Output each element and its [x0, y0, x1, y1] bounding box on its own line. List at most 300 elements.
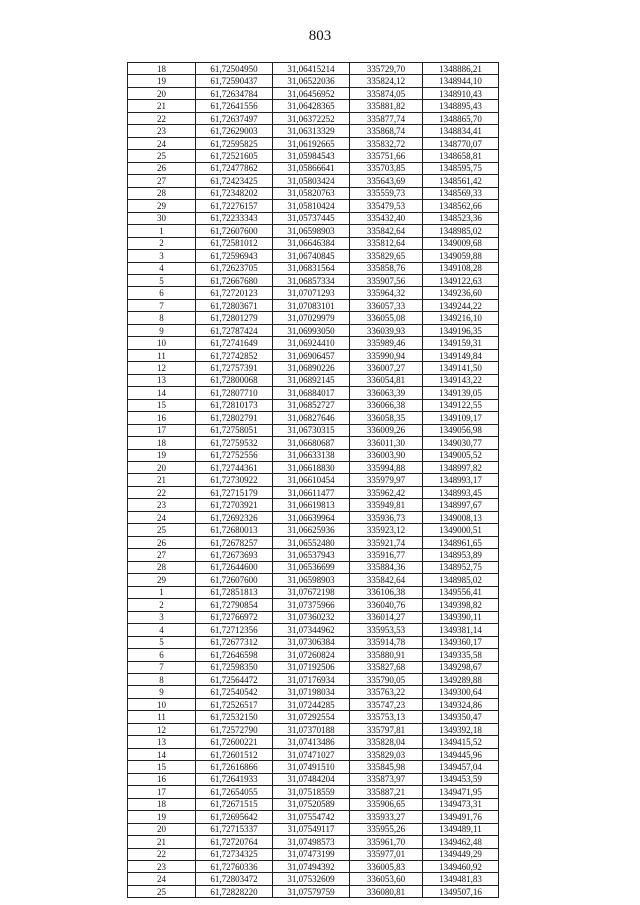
table-row — [128, 836, 499, 848]
latitude-cell: 61,72641556 — [196, 100, 273, 112]
table-row — [128, 611, 499, 623]
latitude-cell: 61,72595825 — [196, 137, 273, 149]
longitude-cell: 31,06598903 — [273, 574, 350, 586]
y-coordinate-cell: 1349008,13 — [423, 511, 499, 523]
x-coordinate-cell: 335845,98 — [350, 761, 423, 773]
point-number-cell: 20 — [128, 462, 196, 474]
latitude-cell: 61,72742852 — [196, 349, 273, 361]
longitude-cell: 31,07532609 — [273, 873, 350, 885]
y-coordinate-cell: 1348561,42 — [423, 175, 499, 187]
x-coordinate-cell: 335703,85 — [350, 162, 423, 174]
y-coordinate-cell: 1349449,29 — [423, 848, 499, 860]
latitude-cell: 61,72526517 — [196, 698, 273, 710]
table-row — [128, 374, 499, 386]
x-coordinate-cell: 335643,69 — [350, 175, 423, 187]
x-coordinate-cell: 335790,05 — [350, 673, 423, 685]
point-number-cell: 9 — [128, 686, 196, 698]
x-coordinate-cell: 335962,42 — [350, 486, 423, 498]
point-number-cell: 23 — [128, 125, 196, 137]
latitude-cell: 61,72678257 — [196, 536, 273, 548]
y-coordinate-cell: 1349143,22 — [423, 374, 499, 386]
latitude-cell: 61,72720764 — [196, 836, 273, 848]
y-coordinate-cell: 1349149,84 — [423, 349, 499, 361]
latitude-cell: 61,72766972 — [196, 611, 273, 623]
y-coordinate-cell: 1349390,11 — [423, 611, 499, 623]
y-coordinate-cell: 1349122,63 — [423, 274, 499, 286]
longitude-cell: 31,07579759 — [273, 885, 350, 897]
x-coordinate-cell: 335921,74 — [350, 536, 423, 548]
table-row — [128, 723, 499, 735]
y-coordinate-cell: 1348658,81 — [423, 150, 499, 162]
table-row — [128, 636, 499, 648]
y-coordinate-cell: 1349473,31 — [423, 798, 499, 810]
x-coordinate-cell: 335881,82 — [350, 100, 423, 112]
point-number-cell: 21 — [128, 474, 196, 486]
table-row — [128, 162, 499, 174]
x-coordinate-cell: 335874,05 — [350, 87, 423, 99]
x-coordinate-cell: 336011,30 — [350, 437, 423, 449]
y-coordinate-cell: 1349289,88 — [423, 673, 499, 685]
x-coordinate-cell: 336080,81 — [350, 885, 423, 897]
x-coordinate-cell: 335747,23 — [350, 698, 423, 710]
latitude-cell: 61,72720123 — [196, 287, 273, 299]
longitude-cell: 31,07375966 — [273, 599, 350, 611]
latitude-cell: 61,72803472 — [196, 873, 273, 885]
y-coordinate-cell: 1349445,96 — [423, 748, 499, 760]
point-number-cell: 22 — [128, 112, 196, 124]
table-row — [128, 75, 499, 87]
x-coordinate-cell: 335916,77 — [350, 549, 423, 561]
longitude-cell: 31,07260824 — [273, 649, 350, 661]
table-row — [128, 748, 499, 760]
y-coordinate-cell: 1348910,43 — [423, 87, 499, 99]
table-row — [128, 811, 499, 823]
point-number-cell: 10 — [128, 698, 196, 710]
y-coordinate-cell: 1348834,41 — [423, 125, 499, 137]
latitude-cell: 61,72730922 — [196, 474, 273, 486]
point-number-cell: 8 — [128, 673, 196, 685]
point-number-cell: 29 — [128, 574, 196, 586]
latitude-cell: 61,72596943 — [196, 250, 273, 262]
latitude-cell: 61,72616866 — [196, 761, 273, 773]
x-coordinate-cell: 335949,81 — [350, 499, 423, 511]
point-number-cell: 23 — [128, 861, 196, 873]
table-row — [128, 885, 499, 897]
y-coordinate-cell: 1348952,75 — [423, 561, 499, 573]
longitude-cell: 31,06730315 — [273, 424, 350, 436]
y-coordinate-cell: 1349489,11 — [423, 823, 499, 835]
x-coordinate-cell: 335828,04 — [350, 736, 423, 748]
x-coordinate-cell: 335887,21 — [350, 786, 423, 798]
latitude-cell: 61,72695642 — [196, 811, 273, 823]
y-coordinate-cell: 1349491,76 — [423, 811, 499, 823]
y-coordinate-cell: 1348865,70 — [423, 112, 499, 124]
point-number-cell: 19 — [128, 811, 196, 823]
latitude-cell: 61,72692326 — [196, 511, 273, 523]
x-coordinate-cell: 335873,97 — [350, 773, 423, 785]
x-coordinate-cell: 335906,65 — [350, 798, 423, 810]
latitude-cell: 61,72233343 — [196, 212, 273, 224]
longitude-cell: 31,06536699 — [273, 561, 350, 573]
point-number-cell: 3 — [128, 250, 196, 262]
longitude-cell: 31,07471027 — [273, 748, 350, 760]
latitude-cell: 61,72423425 — [196, 175, 273, 187]
y-coordinate-cell: 1349216,10 — [423, 312, 499, 324]
table-row — [128, 312, 499, 324]
point-number-cell: 24 — [128, 873, 196, 885]
table-row — [128, 150, 499, 162]
point-number-cell: 18 — [128, 437, 196, 449]
latitude-cell: 61,72646598 — [196, 649, 273, 661]
point-number-cell: 13 — [128, 374, 196, 386]
table-row — [128, 599, 499, 611]
latitude-cell: 61,72348202 — [196, 187, 273, 199]
x-coordinate-cell: 335961,70 — [350, 836, 423, 848]
longitude-cell: 31,07360232 — [273, 611, 350, 623]
y-coordinate-cell: 1348993,45 — [423, 486, 499, 498]
point-number-cell: 8 — [128, 312, 196, 324]
y-coordinate-cell: 1349392,18 — [423, 723, 499, 735]
y-coordinate-cell: 1349109,17 — [423, 412, 499, 424]
table-row — [128, 574, 499, 586]
table-row — [128, 661, 499, 673]
x-coordinate-cell: 336053,60 — [350, 873, 423, 885]
latitude-cell: 61,72752556 — [196, 449, 273, 461]
y-coordinate-cell: 1349335,58 — [423, 649, 499, 661]
table-row — [128, 536, 499, 548]
table-row — [128, 462, 499, 474]
point-number-cell: 15 — [128, 761, 196, 773]
longitude-cell: 31,07413486 — [273, 736, 350, 748]
latitude-cell: 61,72637497 — [196, 112, 273, 124]
latitude-cell: 61,72673693 — [196, 549, 273, 561]
point-number-cell: 2 — [128, 599, 196, 611]
point-number-cell: 25 — [128, 885, 196, 897]
latitude-cell: 61,72629003 — [196, 125, 273, 137]
longitude-cell: 31,07083101 — [273, 299, 350, 311]
table-row — [128, 686, 499, 698]
latitude-cell: 61,72802791 — [196, 412, 273, 424]
x-coordinate-cell: 335977,01 — [350, 848, 423, 860]
table-row — [128, 225, 499, 237]
x-coordinate-cell: 335827,68 — [350, 661, 423, 673]
x-coordinate-cell: 336014,27 — [350, 611, 423, 623]
table-row — [128, 112, 499, 124]
table-row — [128, 773, 499, 785]
table-row — [128, 561, 499, 573]
y-coordinate-cell: 1349000,51 — [423, 524, 499, 536]
point-number-cell: 11 — [128, 349, 196, 361]
longitude-cell: 31,06680687 — [273, 437, 350, 449]
latitude-cell: 61,72607600 — [196, 574, 273, 586]
y-coordinate-cell: 1348562,66 — [423, 200, 499, 212]
y-coordinate-cell: 1348997,67 — [423, 499, 499, 511]
point-number-cell: 25 — [128, 524, 196, 536]
y-coordinate-cell: 1349196,35 — [423, 324, 499, 336]
latitude-cell: 61,72521605 — [196, 150, 273, 162]
point-number-cell: 9 — [128, 324, 196, 336]
y-coordinate-cell: 1349381,14 — [423, 624, 499, 636]
longitude-cell: 31,07198034 — [273, 686, 350, 698]
longitude-cell: 31,06831564 — [273, 262, 350, 274]
point-number-cell: 1 — [128, 586, 196, 598]
longitude-cell: 31,06456952 — [273, 87, 350, 99]
latitude-cell: 61,72607600 — [196, 225, 273, 237]
latitude-cell: 61,72532150 — [196, 711, 273, 723]
point-number-cell: 28 — [128, 561, 196, 573]
point-number-cell: 5 — [128, 274, 196, 286]
x-coordinate-cell: 335979,97 — [350, 474, 423, 486]
x-coordinate-cell: 335729,70 — [350, 63, 423, 75]
longitude-cell: 31,07554742 — [273, 811, 350, 823]
table-row — [128, 873, 499, 885]
x-coordinate-cell: 335990,94 — [350, 349, 423, 361]
x-coordinate-cell: 336055,08 — [350, 312, 423, 324]
latitude-cell: 61,72598350 — [196, 661, 273, 673]
x-coordinate-cell: 335994,88 — [350, 462, 423, 474]
latitude-cell: 61,72623705 — [196, 262, 273, 274]
x-coordinate-cell: 335824,12 — [350, 75, 423, 87]
point-number-cell: 20 — [128, 87, 196, 99]
longitude-cell: 31,07071293 — [273, 287, 350, 299]
y-coordinate-cell: 1348886,21 — [423, 63, 499, 75]
y-coordinate-cell: 1349453,59 — [423, 773, 499, 785]
y-coordinate-cell: 1349300,64 — [423, 686, 499, 698]
table-row — [128, 698, 499, 710]
table-row — [128, 861, 499, 873]
latitude-cell: 61,72600221 — [196, 736, 273, 748]
x-coordinate-cell: 335812,64 — [350, 237, 423, 249]
latitude-cell: 61,72677312 — [196, 636, 273, 648]
longitude-cell: 31,07344962 — [273, 624, 350, 636]
point-number-cell: 30 — [128, 212, 196, 224]
longitude-cell: 31,06740845 — [273, 250, 350, 262]
longitude-cell: 31,06611477 — [273, 486, 350, 498]
x-coordinate-cell: 336058,35 — [350, 412, 423, 424]
y-coordinate-cell: 1349108,28 — [423, 262, 499, 274]
x-coordinate-cell: 336009,26 — [350, 424, 423, 436]
longitude-cell: 31,07484204 — [273, 773, 350, 785]
y-coordinate-cell: 1348895,43 — [423, 100, 499, 112]
point-number-cell: 2 — [128, 237, 196, 249]
point-number-cell: 20 — [128, 823, 196, 835]
point-number-cell: 19 — [128, 449, 196, 461]
longitude-cell: 31,07292554 — [273, 711, 350, 723]
y-coordinate-cell: 1349350,47 — [423, 711, 499, 723]
latitude-cell: 61,72654055 — [196, 786, 273, 798]
y-coordinate-cell: 1349298,67 — [423, 661, 499, 673]
y-coordinate-cell: 1349462,48 — [423, 836, 499, 848]
y-coordinate-cell: 1349398,82 — [423, 599, 499, 611]
table-row — [128, 511, 499, 523]
table-row — [128, 499, 499, 511]
x-coordinate-cell: 335829,03 — [350, 748, 423, 760]
latitude-cell: 61,72803671 — [196, 299, 273, 311]
point-number-cell: 6 — [128, 649, 196, 661]
longitude-cell: 31,06852727 — [273, 399, 350, 411]
longitude-cell: 31,07370188 — [273, 723, 350, 735]
x-coordinate-cell: 336063,39 — [350, 387, 423, 399]
longitude-cell: 31,06415214 — [273, 63, 350, 75]
latitude-cell: 61,72667680 — [196, 274, 273, 286]
point-number-cell: 24 — [128, 137, 196, 149]
longitude-cell: 31,06428365 — [273, 100, 350, 112]
longitude-cell: 31,06625936 — [273, 524, 350, 536]
x-coordinate-cell: 335936,73 — [350, 511, 423, 523]
table-row — [128, 125, 499, 137]
latitude-cell: 61,72590437 — [196, 75, 273, 87]
latitude-cell: 61,72564472 — [196, 673, 273, 685]
latitude-cell: 61,72741649 — [196, 337, 273, 349]
table-row — [128, 549, 499, 561]
y-coordinate-cell: 1349360,17 — [423, 636, 499, 648]
x-coordinate-cell: 335797,81 — [350, 723, 423, 735]
longitude-cell: 31,07672198 — [273, 586, 350, 598]
longitude-cell: 31,06993050 — [273, 324, 350, 336]
latitude-cell: 61,72572790 — [196, 723, 273, 735]
point-number-cell: 22 — [128, 486, 196, 498]
longitude-cell: 31,06537943 — [273, 549, 350, 561]
x-coordinate-cell: 335858,76 — [350, 262, 423, 274]
y-coordinate-cell: 1348944,10 — [423, 75, 499, 87]
latitude-cell: 61,72581012 — [196, 237, 273, 249]
x-coordinate-cell: 335753,13 — [350, 711, 423, 723]
table-row — [128, 424, 499, 436]
table-row — [128, 474, 499, 486]
point-number-cell: 24 — [128, 511, 196, 523]
table-row — [128, 100, 499, 112]
point-number-cell: 7 — [128, 661, 196, 673]
y-coordinate-cell: 1348985,02 — [423, 225, 499, 237]
y-coordinate-cell: 1349141,50 — [423, 362, 499, 374]
y-coordinate-cell: 1349122,55 — [423, 399, 499, 411]
latitude-cell: 61,72634784 — [196, 87, 273, 99]
latitude-cell: 61,72712356 — [196, 624, 273, 636]
x-coordinate-cell: 336007,27 — [350, 362, 423, 374]
point-number-cell: 28 — [128, 187, 196, 199]
table-row — [128, 212, 499, 224]
table-row — [128, 823, 499, 835]
table-row — [128, 175, 499, 187]
y-coordinate-cell: 1349481,83 — [423, 873, 499, 885]
table-row — [128, 711, 499, 723]
longitude-cell: 31,07176934 — [273, 673, 350, 685]
longitude-cell: 31,07244285 — [273, 698, 350, 710]
longitude-cell: 31,07192506 — [273, 661, 350, 673]
x-coordinate-cell: 335751,66 — [350, 150, 423, 162]
x-coordinate-cell: 335953,53 — [350, 624, 423, 636]
point-number-cell: 25 — [128, 150, 196, 162]
point-number-cell: 29 — [128, 200, 196, 212]
point-number-cell: 5 — [128, 636, 196, 648]
x-coordinate-cell: 336039,93 — [350, 324, 423, 336]
x-coordinate-cell: 335955,26 — [350, 823, 423, 835]
point-number-cell: 4 — [128, 262, 196, 274]
x-coordinate-cell: 335868,74 — [350, 125, 423, 137]
x-coordinate-cell: 335842,64 — [350, 574, 423, 586]
longitude-cell: 31,05737445 — [273, 212, 350, 224]
latitude-cell: 61,72744361 — [196, 462, 273, 474]
point-number-cell: 18 — [128, 798, 196, 810]
x-coordinate-cell: 336106,38 — [350, 586, 423, 598]
table-row — [128, 63, 499, 75]
point-number-cell: 18 — [128, 63, 196, 75]
latitude-cell: 61,72787424 — [196, 324, 273, 336]
y-coordinate-cell: 1348569,33 — [423, 187, 499, 199]
y-coordinate-cell: 1348953,89 — [423, 549, 499, 561]
longitude-cell: 31,06639964 — [273, 511, 350, 523]
point-number-cell: 3 — [128, 611, 196, 623]
y-coordinate-cell: 1349139,05 — [423, 387, 499, 399]
longitude-cell: 31,06857334 — [273, 274, 350, 286]
y-coordinate-cell: 1349415,52 — [423, 736, 499, 748]
latitude-cell: 61,72800068 — [196, 374, 273, 386]
x-coordinate-cell: 335559,73 — [350, 187, 423, 199]
point-number-cell: 10 — [128, 337, 196, 349]
longitude-cell: 31,06892145 — [273, 374, 350, 386]
page-number: 803 — [308, 28, 332, 44]
y-coordinate-cell: 1349056,98 — [423, 424, 499, 436]
point-number-cell: 17 — [128, 786, 196, 798]
latitude-cell: 61,72680013 — [196, 524, 273, 536]
point-number-cell: 12 — [128, 362, 196, 374]
table-row — [128, 524, 499, 536]
latitude-cell: 61,72504950 — [196, 63, 273, 75]
table-row — [128, 412, 499, 424]
table-row — [128, 848, 499, 860]
table-row — [128, 299, 499, 311]
longitude-cell: 31,06646384 — [273, 237, 350, 249]
longitude-cell: 31,05810424 — [273, 200, 350, 212]
point-number-cell: 4 — [128, 624, 196, 636]
longitude-cell: 31,06598903 — [273, 225, 350, 237]
latitude-cell: 61,72810173 — [196, 399, 273, 411]
point-number-cell: 16 — [128, 412, 196, 424]
longitude-cell: 31,06884017 — [273, 387, 350, 399]
point-number-cell: 15 — [128, 399, 196, 411]
latitude-cell: 61,72641933 — [196, 773, 273, 785]
table-row — [128, 437, 499, 449]
point-number-cell: 1 — [128, 225, 196, 237]
latitude-cell: 61,72760336 — [196, 861, 273, 873]
point-number-cell: 17 — [128, 424, 196, 436]
table-row — [128, 761, 499, 773]
longitude-cell: 31,06618830 — [273, 462, 350, 474]
point-number-cell: 27 — [128, 549, 196, 561]
point-number-cell: 21 — [128, 100, 196, 112]
x-coordinate-cell: 335914,78 — [350, 636, 423, 648]
point-number-cell: 19 — [128, 75, 196, 87]
table-row — [128, 736, 499, 748]
x-coordinate-cell: 335989,46 — [350, 337, 423, 349]
y-coordinate-cell: 1349556,41 — [423, 586, 499, 598]
table-row — [128, 237, 499, 249]
longitude-cell: 31,06372252 — [273, 112, 350, 124]
y-coordinate-cell: 1348523,36 — [423, 212, 499, 224]
y-coordinate-cell: 1349244,22 — [423, 299, 499, 311]
longitude-cell: 31,06924410 — [273, 337, 350, 349]
x-coordinate-cell: 335933,27 — [350, 811, 423, 823]
latitude-cell: 61,72540542 — [196, 686, 273, 698]
latitude-cell: 61,72276157 — [196, 200, 273, 212]
table-row — [128, 786, 499, 798]
latitude-cell: 61,72790854 — [196, 599, 273, 611]
table-row — [128, 387, 499, 399]
table-row — [128, 337, 499, 349]
latitude-cell: 61,72477862 — [196, 162, 273, 174]
y-coordinate-cell: 1349059,88 — [423, 250, 499, 262]
table-row — [128, 624, 499, 636]
